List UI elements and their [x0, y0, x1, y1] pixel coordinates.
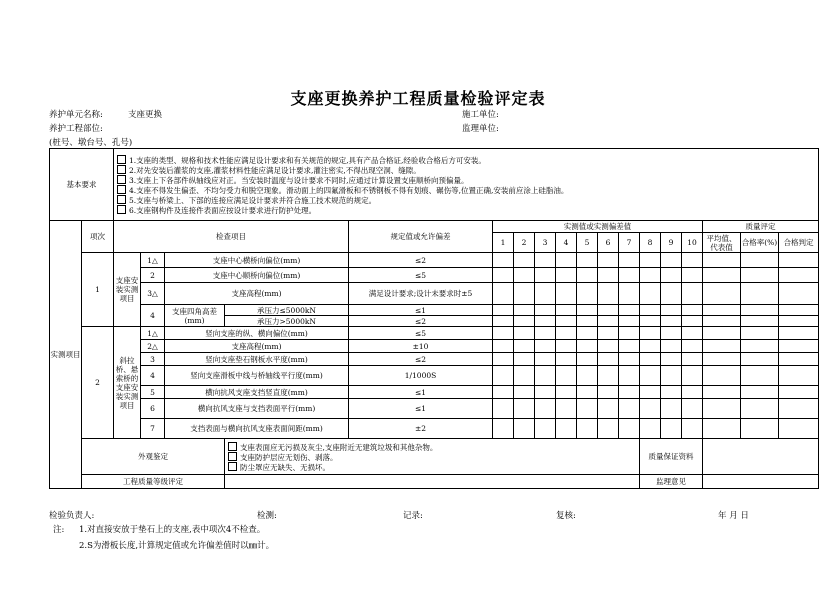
- requirement-item: 6.支座钢构件及连接件表面应按设计要求进行防护处理。: [117, 205, 818, 215]
- qa-label: 质量保证资料: [640, 439, 703, 475]
- note-2: 2.S为滑板长度,计算规定值或允许偏差值时以㎜计。: [79, 541, 275, 551]
- row-item: 支挡表面与横向抗风支座表面间距(mm): [165, 419, 349, 439]
- note-label: 注:: [53, 525, 65, 535]
- qa-value[interactable]: [703, 439, 819, 475]
- unit-name-label: 养护单元名称:: [49, 110, 103, 120]
- requirement-item: 3.支座上下各部件纵轴线应对正。当安装时温度与设计要求不同时,应通过计算设置支座顺桥向预偏量。: [117, 175, 818, 185]
- checkbox-icon[interactable]: [117, 205, 126, 214]
- checkbox-icon[interactable]: [117, 185, 126, 194]
- requirement-item: 5.支座与桥梁上、下部的连接应满足设计要求并符合施工技术规范的规定。: [117, 195, 818, 205]
- appearance-item: 支座防护层应无划伤、剥落。: [228, 452, 639, 462]
- group2-no: 2: [82, 327, 114, 439]
- row-spec: 1/1000S: [349, 366, 493, 386]
- row-index: 3: [141, 353, 165, 366]
- row-index: 1△: [141, 253, 165, 268]
- col-num: 3: [535, 233, 556, 253]
- col-pass-rate: 合格率(%): [741, 233, 779, 253]
- row-index: 4: [141, 305, 165, 327]
- checkbox-icon[interactable]: [228, 452, 237, 461]
- page-title: 支座更换养护工程质量检验评定表: [290, 89, 546, 108]
- row-spec: ≤1: [349, 399, 493, 419]
- row-index: 6: [141, 399, 165, 419]
- col-spec: 规定值或允许偏差: [349, 221, 493, 253]
- row-spec: ±10: [349, 340, 493, 353]
- col-num: 8: [640, 233, 661, 253]
- appearance-list: [225, 439, 640, 475]
- col-num: 7: [619, 233, 640, 253]
- row-item: 支座四角高差(mm): [165, 305, 225, 327]
- group2-name: 斜拉桥、悬索桥的支座安装实测项目: [114, 327, 141, 439]
- checkbox-icon[interactable]: [117, 165, 126, 174]
- col-measured: 实测值或实测偏差值: [493, 221, 703, 233]
- row-index: 7: [141, 419, 165, 439]
- row-spec: 满足设计要求;设计未要求时±5: [349, 283, 493, 305]
- basic-requirements-label: 基本要求: [50, 149, 114, 221]
- note-1: 1.对直接安放于垫石上的支座,表中项次4不检查。: [79, 525, 266, 535]
- col-num: 5: [577, 233, 598, 253]
- recorder-label: 记录:: [403, 511, 423, 521]
- checkbox-icon[interactable]: [117, 155, 126, 164]
- col-avg: 平均值、代表值: [703, 233, 741, 253]
- row-item: 支座中心横桥向偏位(mm): [165, 253, 349, 268]
- requirement-item: 2.对先安装后灌浆的支座,灌浆材料性能应满足设计要求,灌注密实,不得出现空洞、缝隙。: [117, 165, 818, 175]
- group1-no: 1: [82, 253, 114, 327]
- checker-label: 检测:: [257, 511, 277, 521]
- row-index: 3△: [141, 283, 165, 305]
- row-index: 2: [141, 268, 165, 283]
- unit-name-value: 支座更换: [128, 110, 163, 120]
- supervisor-label: 监理意见: [640, 475, 703, 489]
- inspection-table: [49, 148, 819, 489]
- row-spec: ≤2: [349, 316, 493, 327]
- supervision-unit-label: 监理单位:: [462, 124, 499, 134]
- dept-label: 养护工程部位:: [49, 124, 103, 134]
- col-item-no: 项次: [82, 221, 114, 253]
- row-item: 竖向支座垫石钢板水平度(mm): [165, 353, 349, 366]
- row-index: 2△: [141, 340, 165, 353]
- checkbox-icon[interactable]: [117, 195, 126, 204]
- col-quality: 质量评定: [703, 221, 819, 233]
- col-num: 4: [556, 233, 577, 253]
- grade-label: 工程质量等级评定: [82, 475, 225, 489]
- col-num: 10: [682, 233, 703, 253]
- row-index: 1△: [141, 327, 165, 340]
- col-num: 2: [514, 233, 535, 253]
- row-spec: ±2: [349, 419, 493, 439]
- date-label: 年 月 日: [718, 511, 749, 521]
- col-judge: 合格判定: [779, 233, 819, 253]
- row-spec: ≤5: [349, 268, 493, 283]
- appearance-label: 外观鉴定: [82, 439, 225, 475]
- construction-unit-label: 施工单位:: [462, 110, 499, 120]
- reviewer-label: 复核:: [556, 511, 576, 521]
- col-num: 9: [661, 233, 682, 253]
- basic-requirements-list: [114, 149, 819, 221]
- row-item: 支座高程(mm): [165, 340, 349, 353]
- checkbox-icon[interactable]: [117, 175, 126, 184]
- row-index: 4: [141, 366, 165, 386]
- row-spec: ≤5: [349, 327, 493, 340]
- supervisor-value[interactable]: [703, 475, 819, 489]
- row-item: 竖向支座的纵、横向偏位(mm): [165, 327, 349, 340]
- row-item: 横向抗风支座支挡竖直度(mm): [165, 386, 349, 399]
- row-subitem: 承压力>5000kN: [225, 316, 349, 327]
- requirement-item: 1.支座的类型、规格和技术性能应满足设计要求和有关规范的规定,具有产品合格证,经验收合格后方可安装。: [117, 155, 818, 165]
- appearance-item: 支座表面应无污损及灰尘,支座附近无建筑垃圾和其他杂物。: [228, 442, 639, 452]
- grade-value[interactable]: [225, 475, 640, 489]
- requirement-item: 4.支座不得发生偏歪、不均匀受力和脱空现象。滑动面上的四氟滑板和不锈钢板不得有划痕、碾伤等,位置正确,安装前应涂上硅脂油。: [117, 185, 818, 195]
- row-spec: ≤2: [349, 253, 493, 268]
- row-item: 支座高程(mm): [165, 283, 349, 305]
- row-spec: ≤1: [349, 305, 493, 316]
- inspector-label: 检验负责人:: [49, 511, 95, 521]
- row-item: 横向抗风支座与支挡表面平行(mm): [165, 399, 349, 419]
- col-check-item: 检查项目: [114, 221, 349, 253]
- col-num: 6: [598, 233, 619, 253]
- measured-items-label: 实测项目: [50, 221, 82, 489]
- row-spec: ≤1: [349, 386, 493, 399]
- group1-name: 支座安装实测项目: [114, 253, 141, 327]
- row-spec: ≤2: [349, 353, 493, 366]
- row-item: 支座中心顺桥向偏位(mm): [165, 268, 349, 283]
- col-num: 1: [493, 233, 514, 253]
- pile-label: (桩号、墩台号、孔号): [49, 138, 133, 148]
- row-index: 5: [141, 386, 165, 399]
- checkbox-icon[interactable]: [228, 462, 237, 471]
- row-item: 竖向支座滑板中线与桥轴线平行度(mm): [165, 366, 349, 386]
- checkbox-icon[interactable]: [228, 442, 237, 451]
- row-subitem: 承压力≤5000kN: [225, 305, 349, 316]
- appearance-item: 防尘罩应无缺失、无损坏。: [228, 462, 639, 472]
